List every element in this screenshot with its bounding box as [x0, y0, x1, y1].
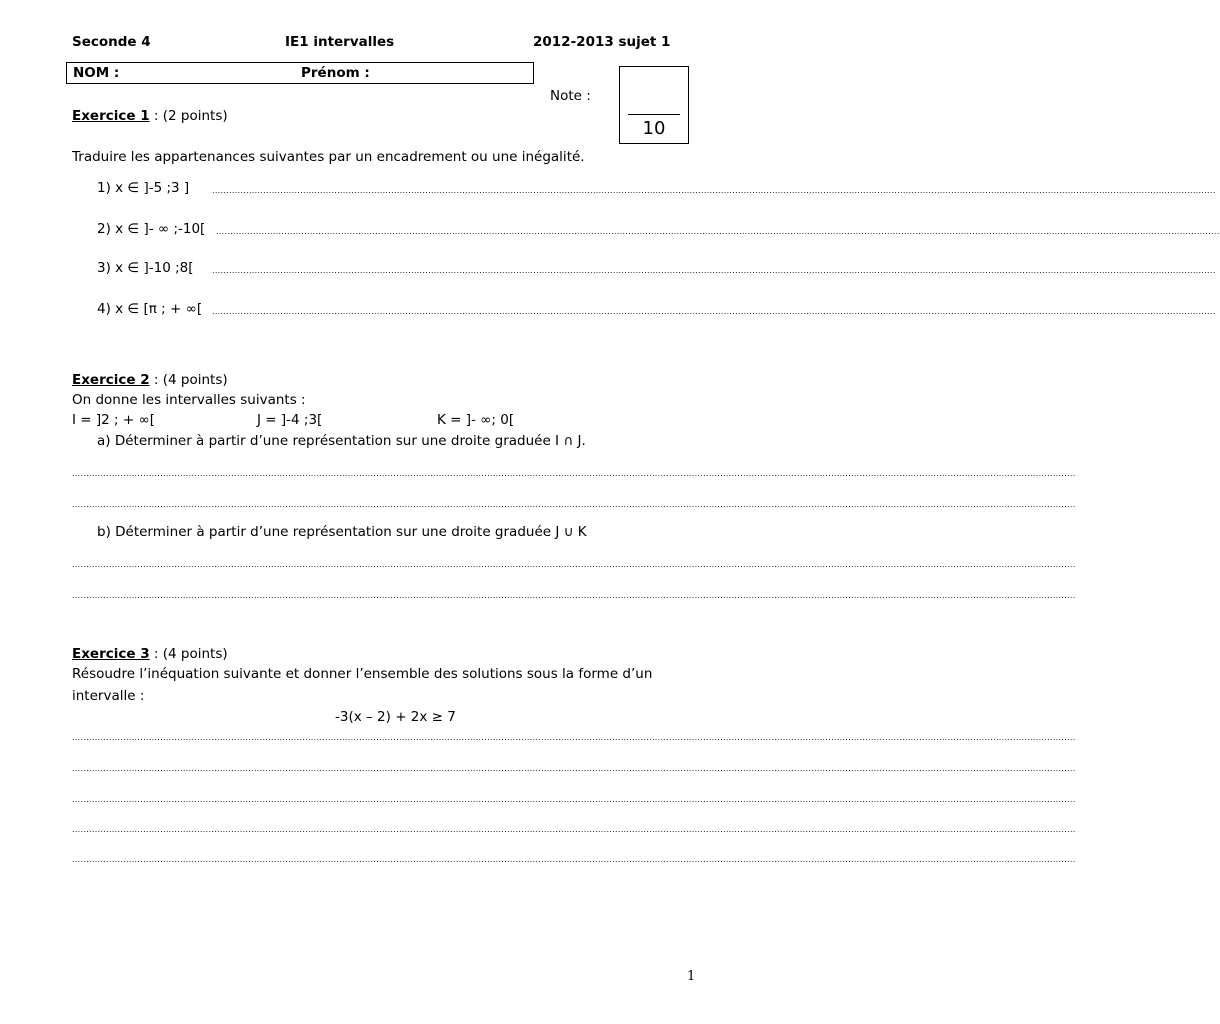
interval-k: K = ]- ∞; 0[	[437, 412, 515, 428]
answer-line[interactable]: .................................................................................................................................................................................................................................................................................................................................................................	[72, 560, 1076, 569]
exercise3-points: : (4 points)	[153, 646, 228, 662]
exercise1-item-4: 4) x ∈ [π ; + ∞[	[97, 301, 203, 317]
nom-label: NOM :	[73, 65, 120, 81]
exercise3-title: Exercice 3	[72, 646, 150, 662]
answer-line[interactable]: .................................................................................................................................................................................................................................................................................................................................................................	[72, 591, 1076, 600]
header-class: Seconde 4	[72, 34, 151, 50]
name-box[interactable]	[66, 62, 534, 84]
exercise1-item-2: 2) x ∈ ]- ∞ ;-10[	[97, 221, 206, 237]
answer-line[interactable]: .................................................................................................................................................................................................................................................................................................................................................................	[72, 825, 1076, 834]
answer-line[interactable]: .................................................................................................................................................................................................................................................................................................................................................................	[72, 733, 1076, 742]
exercise3-inequation: -3(x – 2) + 2x ≥ 7	[335, 709, 456, 725]
answer-line[interactable]: .................................................................................................................................................................................................................................................................................................................................................................	[212, 307, 1216, 316]
exercise1-title: Exercice 1	[72, 108, 150, 124]
header-year: 2012-2013 sujet 1	[533, 34, 671, 50]
answer-line[interactable]: .................................................................................................................................................................................................................................................................................................................................................................	[72, 469, 1076, 478]
exercise2-part-b: b) Déterminer à partir d’une représentation sur une droite graduée J ∪ K	[97, 524, 587, 540]
answer-line[interactable]: .................................................................................................................................................................................................................................................................................................................................................................	[72, 500, 1076, 509]
exercise2-intro: On donne les intervalles suivants :	[72, 392, 306, 408]
exercise2-heading	[72, 372, 228, 388]
note-box[interactable]	[619, 66, 689, 144]
note-label: Note :	[550, 88, 591, 104]
answer-line[interactable]: .................................................................................................................................................................................................................................................................................................................................................................	[72, 764, 1076, 773]
answer-line[interactable]: .................................................................................................................................................................................................................................................................................................................................................................	[212, 266, 1216, 275]
exercise1-points: : (2 points)	[153, 108, 228, 124]
exercise1-instruction: Traduire les appartenances suivantes par un encadrement ou une inégalité.	[72, 149, 585, 165]
interval-i: I = ]2 ; + ∞[	[72, 412, 155, 428]
interval-j: J = ]-4 ;3[	[257, 412, 323, 428]
exercise1-item-1: 1) x ∈ ]-5 ;3 ]	[97, 180, 190, 196]
exercise1-item-3: 3) x ∈ ]-10 ;8[	[97, 260, 194, 276]
answer-line[interactable]: .................................................................................................................................................................................................................................................................................................................................................................	[72, 855, 1076, 864]
exercise3-instruction-1: Résoudre l’inéquation suivante et donner l’ensemble des solutions sous la forme d’un	[72, 666, 653, 682]
page-number: 1	[687, 969, 696, 984]
note-denominator: 10	[642, 118, 666, 139]
exercise3-instruction-2: intervalle :	[72, 688, 145, 704]
exercise2-points: : (4 points)	[153, 372, 228, 388]
exercise2-title: Exercice 2	[72, 372, 150, 388]
note-fraction-bar	[628, 114, 680, 115]
header-title: IE1 intervalles	[285, 34, 395, 50]
prenom-label: Prénom :	[301, 65, 370, 81]
exercise1-heading	[72, 108, 228, 124]
answer-line[interactable]: .................................................................................................................................................................................................................................................................................................................................................................	[216, 227, 1220, 236]
exercise3-heading	[72, 646, 228, 662]
answer-line[interactable]: .................................................................................................................................................................................................................................................................................................................................................................	[212, 186, 1216, 195]
exercise2-part-a: a) Déterminer à partir d’une représentation sur une droite graduée I ∩ J.	[97, 433, 586, 449]
answer-line[interactable]: .................................................................................................................................................................................................................................................................................................................................................................	[72, 795, 1076, 804]
